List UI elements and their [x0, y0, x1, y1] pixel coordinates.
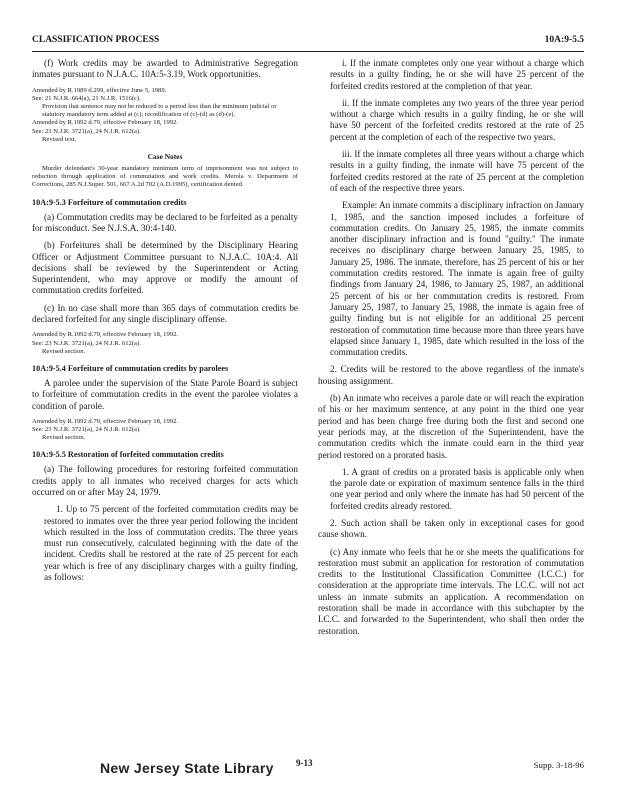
para-c: (c) Any inmate who feels that he or she meets the qualifications for restoration must submit an application for restoration of commutation credits to the Institutional Classification Committee (I.C.C.) for consideration at the appropriate time intervals. The I.C.C. will not act unless an inmate submits an application. A recommendation on restoration shall be made in accordance with this subchapter by the I.C.C. and forwarded to the Superintendent, who shall then order the restoration. [318, 546, 584, 636]
history-line: Amended by R.1992 d.79, effective February 18, 1992. [32, 417, 179, 425]
section-heading-5-3: 10A:9-5.3 Forfeiture of commutation credits [32, 197, 187, 207]
para-5-4: A parolee under the supervision of the State Parole Board is subject to forfeiture of commutation credits in the event the parolee violates a condition of parole. [32, 377, 298, 411]
history-line: Revised section. [42, 434, 86, 442]
section-heading-5-5: 10A:9-5.5 Restoration of forfeited commutation credits [32, 450, 224, 460]
case-notes-title: Case Notes [147, 152, 183, 162]
history-note-3 [32, 418, 298, 443]
header-section-number: 10A:9-5.5 [544, 35, 584, 45]
para-b: (b) An inmate who receives a parole date or will reach the expiration of his or her maximum sentence, at any point in the third one year period and has been charge free during both the first and second one year periods may, at the discretion of the Superintendent, have the commutation credits which the inmate could earn in the third year period restored on a prorated basis. [318, 393, 584, 460]
para-example: Example: An inmate commits a disciplinary infraction on January 1, 1985, and the sanction imposed includes a forfeiture of commutation credits. On January 25, 1985, the inmate commits another disciplinary infraction and is found "guilty." The inmate receives no disciplinary charge between January 25, 1985, to January 25, 1986. The inmate, therefore, has 25 percent of his or her commutation credits restored. The inmate is again free of guilty findings from January 24, 1986, to January 25, 1987, an additional 25 percent of his or her commutation credits is restored. From January 25, 1987, to January 25, 1988, the inmate is again free of guilty finding but is not eligible for an additional 25 percent restoration of commutation time because more than three years have elapsed since January 1, 1985, date which resulted in the loss of the commutation credits. [330, 200, 584, 358]
history-line: Amended by R.1992 d.79, effective February 18, 1992. [32, 331, 179, 339]
supplement-date: Supp. 3-18-96 [533, 760, 584, 770]
case-notes-text: Murder defendant's 30-year mandatory minimum term of imprisonment was not subject to reduction through application of commutation and work credits. Merola v. Department of Corrections, 285 N.J.Super. 501, 667 A.2d 702 (A.D.1995), certification denied. [32, 165, 298, 189]
para-f: (f) Work credits may be awarded to Administrative Segregation inmates pursuant to N.J.A.C. 10A:5-3.19, Work opportunities. [32, 58, 298, 80]
history-line: See: 23 N.J.R. 3721(a), 24 N.J.R. 612(a). [32, 426, 141, 433]
para-5-3-c: (c) In no case shall more than 365 days of commutation credits be declared forfeited for any single disciplinary offense. [32, 302, 298, 324]
para-i: i. If the inmate completes only one year without a charge which results in a guilty finding, he or she will have 25 percent of the forfeited credits restored at the completion of that year. [330, 58, 584, 91]
running-header [32, 33, 584, 52]
history-line: Provision that sentence may not be reduced to a period less than the minimum judicial or statutory mandatory term added at (c); recodification of (c)-(d) as (d)-(e). [42, 103, 277, 119]
history-line: Revised text. [42, 135, 77, 143]
header-title: CLASSIFICATION PROCESS [32, 35, 160, 45]
para-b-2: 2. Such action shall be taken only in exceptional cases for good cause shown. [318, 517, 584, 540]
history-line: See: 21 N.J.R. 664(a), 21 N.J.R. 1516(c). [32, 94, 141, 102]
para-5-3-a: (a) Commutation credits may be declared to be forfeited as a penalty for misconduct. See N.J.S.A. 30:4-140. [32, 211, 298, 233]
library-stamp: New Jersey State Library [100, 760, 274, 776]
history-note-2 [32, 331, 298, 356]
para-5-5-a: (a) The following procedures for restoring forfeited commutation credits apply to all inmates who received charges for acts which occurred on or after May 24, 1979. [32, 464, 298, 497]
para-ii: ii. If the inmate completes any two years of the three year period without a charge which results in a guilty finding, he or she will have 50 percent of the forfeited credits restored at the rate of 25 percent at the completion of each of the respective two years. [330, 97, 584, 142]
para-a-2: 2. Credits will be restored to the above regardless of the inmate's housing assignment. [318, 364, 584, 386]
history-note-1 [32, 87, 298, 144]
para-5-3-b: (b) Forfeitures shall be determined by the Disciplinary Hearing Officer or Adjustment Committee pursuant to N.J.A.C. 10A:4. All decisions shall be reviewed by the Superintendent or Acting Superintendent, who may approve or modify the amount of commutation credits forfeited. [32, 240, 298, 296]
right-column [318, 58, 584, 643]
section-heading-5-4: 10A:9-5.4 Forfeiture of commutation credits by parolees [32, 363, 229, 373]
page-number: 9-13 [296, 758, 313, 768]
left-column [32, 58, 298, 589]
history-line: Revised section. [42, 347, 86, 355]
history-line: Amended by R.1992 d.79, effective February 18, 1992. [32, 119, 179, 127]
para-5-5-a-1: 1. Up to 75 percent of the forfeited commutation credits may be restored to inmates over the three year period following the incident which resulted in the loss of commutation credits. The three years must run consecutively, calculated beginning with the date of the incident. Credits shall be restored at the rate of 25 percent for each year which is free of any disciplinary charges with a guilty finding, as follows: [44, 504, 298, 583]
history-line: Amended by R.1989 d.299, effective June 5, 1989. [32, 86, 167, 94]
para-b-1: 1. A grant of credits on a prorated basis is applicable only when the parole date or expiration of maximum sentence falls in the third one year period and only where the inmate has had 50 percent of the forfeited credits already restored. [330, 466, 584, 511]
para-iii: iii. If the inmate completes all three years without a charge which results in a guilty finding, the inmate will have 75 percent of the forfeited credits restored at the rate of 25 percent at the completion of each of the respective three years. [330, 149, 584, 193]
history-line: See: 23 N.J.R. 3721(a), 24 N.J.R. 612(a). [32, 339, 141, 347]
history-line: See: 23 N.J.R. 3721(a), 24 N.J.R. 612(a). [32, 127, 141, 135]
